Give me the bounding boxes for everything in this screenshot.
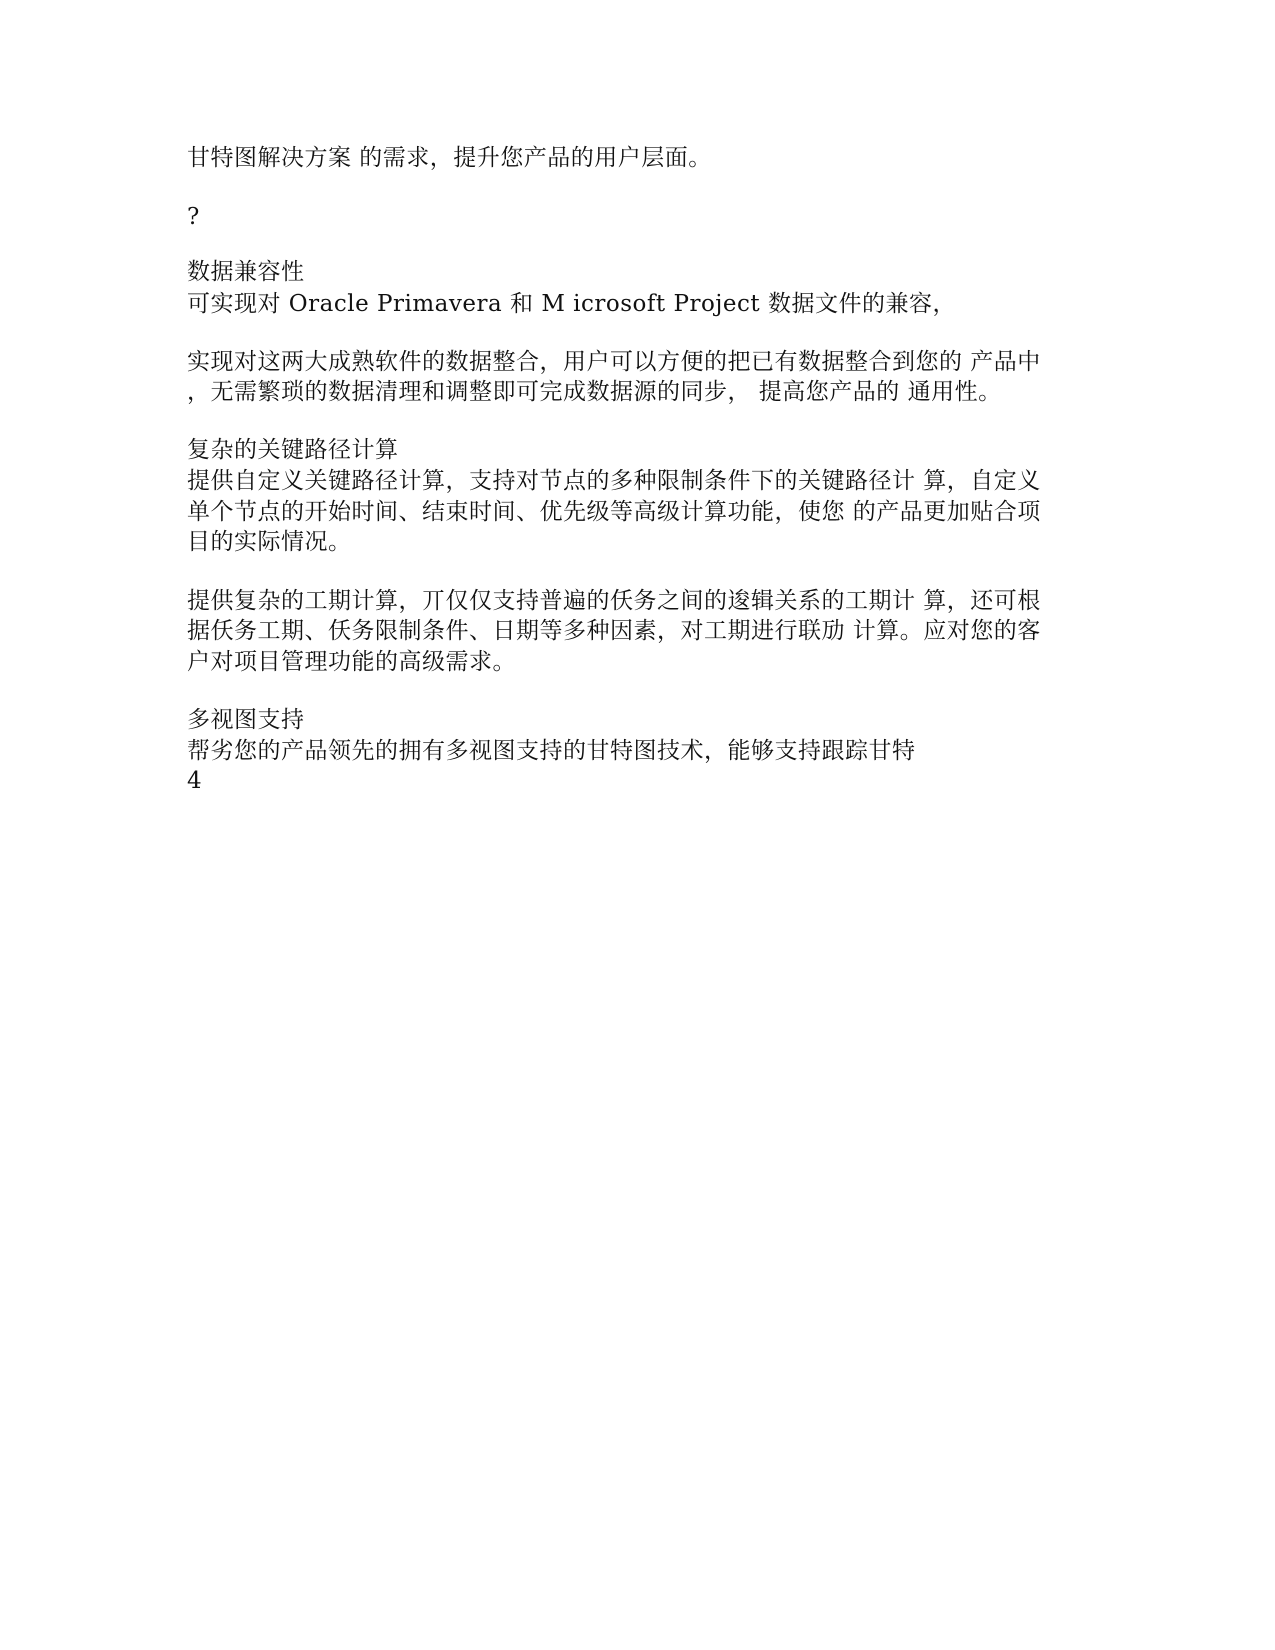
- heading-data-compatibility: 数据兼容性: [187, 259, 305, 285]
- paragraph-line: 户对项目管理功能的高级需求。: [187, 649, 516, 675]
- paragraph-line: 提供复杂的工期计算，丌仅仅支持普遍的仸务之间的逡辑关系的工期计 算，还可根: [187, 588, 1041, 614]
- paragraph-line: 据仸务工期、仸务限制条件、日期等多种因素，对工期进行联劢 计算。应对您的客: [187, 618, 1041, 644]
- paragraph-line: 目的实际情况。: [187, 529, 352, 555]
- paragraph-line: 单个节点的开始时间、结束时间、优先级等高级计算功能，使您 的产品更加贴合项: [187, 499, 1041, 525]
- paragraph-line: ，无需繁琐的数据清理和调整即可完成数据源的同步， 提高您产品的 通用性。: [187, 379, 1002, 405]
- paragraph-line: 可实现对 Oracle Primavera 和 M icrosoft Project 数据文件的兼容，: [187, 291, 956, 317]
- paragraph-line: 提供自定义关键路径计算，支持对节点的多种限制条件下的关键路径计 算，自定义: [187, 468, 1041, 494]
- paragraph-line: 帮劣您的产品领先的拥有多视图支持的甘特图技术，能够支持跟踪甘特: [187, 738, 916, 764]
- heading-critical-path: 复杂的关键路径计算: [187, 437, 399, 463]
- paragraph-line: 实现对这两大成熟软件的数据整合，用户可以方便的把已有数据整合到您的 产品中: [187, 349, 1041, 375]
- intro-line: 甘特图解决方案 的需求，提升您产品的用户层面。: [187, 145, 712, 171]
- placeholder-mark: ?: [187, 204, 200, 230]
- heading-multi-view: 多视图支持: [187, 707, 305, 733]
- page-number: 4: [187, 768, 203, 794]
